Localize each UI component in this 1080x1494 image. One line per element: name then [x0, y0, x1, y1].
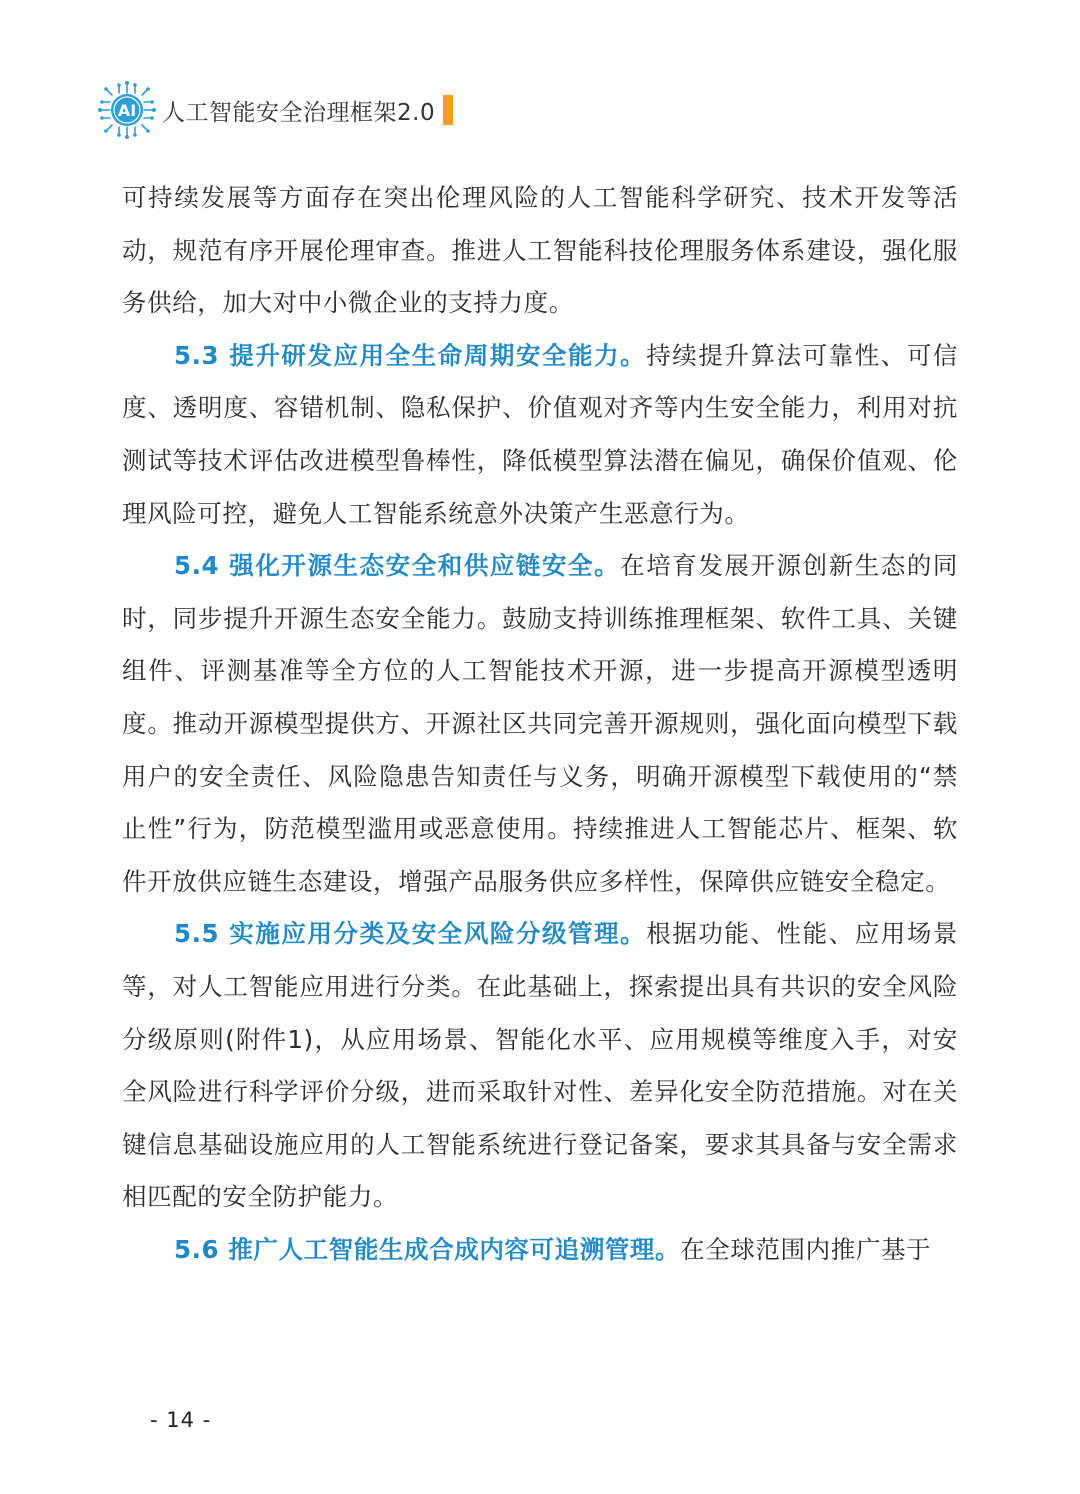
paragraph-text: 可持续发展等方面存在突出伦理风险的人工智能科学研究、技术开发等活动，规范有序开展伦理审查。推进人工智能科技伦理服务体系建设，强化服务供给，加大对中小微企业的支持力度。: [122, 183, 958, 318]
paragraph-section-5-4: [122, 540, 958, 908]
paragraph-continuation: [122, 172, 958, 330]
section-heading: 5.6 推广人工智能生成合成内容可追溯管理。: [174, 1234, 681, 1264]
paragraph-text: 在全球范围内推广基于: [680, 1234, 932, 1264]
paragraph-section-5-3: [122, 330, 958, 540]
header-accent-bar: [443, 95, 453, 125]
section-heading: 5.5 实施应用分类及安全风险分级管理。: [174, 919, 647, 949]
paragraph-text: 根据功能、性能、应用场景等，对人工智能应用进行分类。在此基础上，探索提出具有共识的安全风险分级原则(附件1)，从应用场景、智能化水平、应用规模等维度入手，对安全风险进行科学评价分级，进而采取针对性、差异化安全防范措施。对在关键信息基础设施应用的人工智能系统进行登记备案，要求其具备与安全需求相匹配的安全防护能力。: [122, 919, 959, 1212]
section-heading: 5.4 强化开源生态安全和供应链安全。: [174, 551, 621, 581]
page-header: [98, 78, 453, 142]
paragraph-text: 在培育发展开源创新生态的同时，同步提升开源生态安全能力。鼓励支持训练推理框架、软件工具、关键组件、评测基准等全方位的人工智能技术开源，进一步提高开源模型透明度。推动开源模型提供方、开源社区共同完善开源规则，强化面向模型下载用户的安全责任、风险隐患告知责任与义务，明确开源模型下载使用的“禁止性”行为，防范模型滥用或恶意使用。持续推进人工智能芯片、框架、软件开放供应链生态建设，增强产品服务供应多样性，保障供应链安全稳定。: [122, 551, 958, 896]
paragraph-section-5-6: [122, 1224, 958, 1277]
paragraph-text: 持续提升算法可靠性、可信度、透明度、容错机制、隐私保护、价值观对齐等内生安全能力，利用对抗测试等技术评估改进模型鲁棒性，降低模型算法潜在偏见，确保价值观、伦理风险可控，避免人工智能系统意外决策产生恶意行为。: [122, 340, 959, 528]
ai-chip-logo-icon: [98, 81, 156, 139]
section-heading: 5.3 提升研发应用全生命周期安全能力。: [174, 340, 647, 370]
document-title: 人工智能安全治理框架2.0: [162, 99, 436, 126]
page-number: - 14 -: [150, 1408, 212, 1432]
paragraph-section-5-5: [122, 908, 958, 1224]
logo-text: AI: [117, 101, 137, 120]
body-content: [122, 172, 958, 1276]
